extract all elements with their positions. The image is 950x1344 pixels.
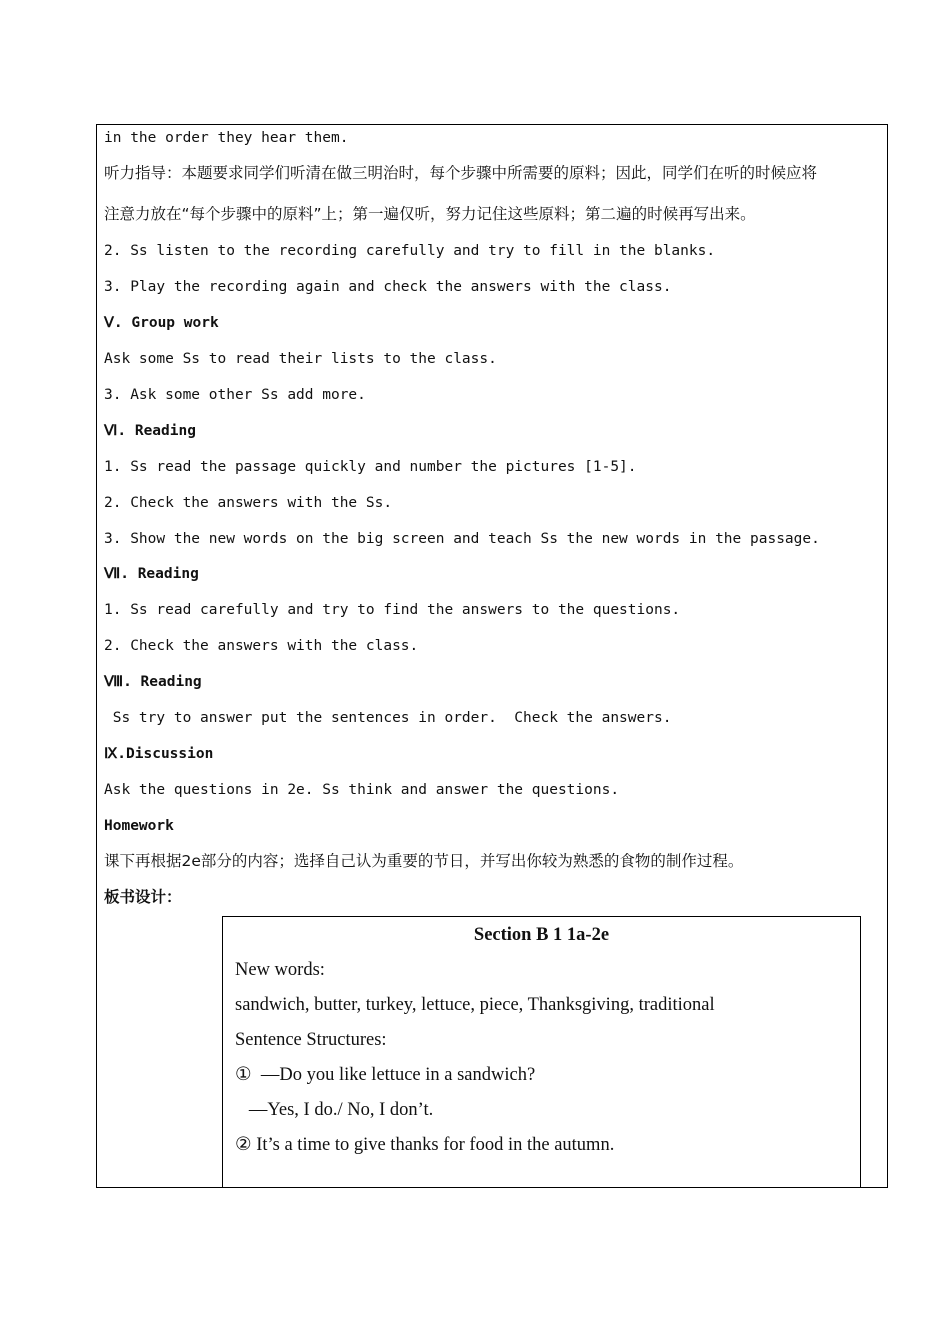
text-line: 1. Ss read the passage quickly and number the pictures [1-5]. — [104, 459, 637, 475]
text-line: 2. Check the answers with the Ss. — [104, 495, 393, 511]
section-heading-reading-7: Ⅶ. Reading — [104, 566, 199, 582]
board-title: Section B 1 1a-2e — [473, 925, 610, 945]
text-line: in the order they hear them. — [104, 130, 349, 146]
text-line: 2. Ss listen to the recording carefully and try to fill in the blanks. — [104, 243, 716, 259]
homework-text: 课下再根据2e部分的内容；选择自己认为重要的节日，并写出你较为熟悉的食物的制作过程。 — [104, 852, 744, 870]
text-line: Ask the questions in 2e. Ss think and answer the questions. — [104, 782, 620, 798]
text-line: 2. Check the answers with the class. — [104, 638, 419, 654]
section-heading-homework: Homework — [104, 818, 174, 834]
text-line: 3. Play the recording again and check the answers with the class. — [104, 279, 672, 295]
section-heading-discussion: Ⅸ.Discussion — [104, 746, 214, 762]
structure-2: ② It’s a time to give thanks for food in the autumn. — [235, 1135, 615, 1155]
structure-1-answer: —Yes, I do./ No, I don’t. — [235, 1100, 434, 1120]
listening-guide-line-1: 听力指导：本题要求同学们听清在做三明治时，每个步骤中所需要的原料；因此，同学们在听的时候应将 — [104, 164, 818, 182]
section-heading-group-work: Ⅴ. Group work — [104, 315, 219, 331]
text-line: 3. Show the new words on the big screen and teach Ss the new words in the passage. — [104, 531, 820, 547]
new-words-list: sandwich, butter, turkey, lettuce, piece, Thanksgiving, traditional — [235, 995, 715, 1015]
text-line: Ask some Ss to read their lists to the class. — [104, 351, 497, 367]
new-words-label: New words: — [235, 960, 325, 980]
section-heading-reading-6: Ⅵ. Reading — [104, 423, 196, 439]
board-design-box — [222, 916, 861, 1188]
text-line: Ss try to answer put the sentences in order. Check the answers. — [104, 710, 672, 726]
text-line: 1. Ss read carefully and try to find the answers to the questions. — [104, 602, 681, 618]
structure-1-question: ① —Do you like lettuce in a sandwich? — [235, 1065, 536, 1085]
section-heading-reading-8: Ⅷ. Reading — [104, 674, 202, 690]
text-line: 3. Ask some other Ss add more. — [104, 387, 366, 403]
listening-guide-line-2: 注意力放在“每个步骤中的原料”上；第一遍仅听，努力记住这些原料；第二遍的时候再写出来。 — [104, 205, 756, 223]
sentence-structures-label: Sentence Structures: — [235, 1030, 387, 1050]
board-design-heading: 板书设计： — [104, 888, 182, 906]
